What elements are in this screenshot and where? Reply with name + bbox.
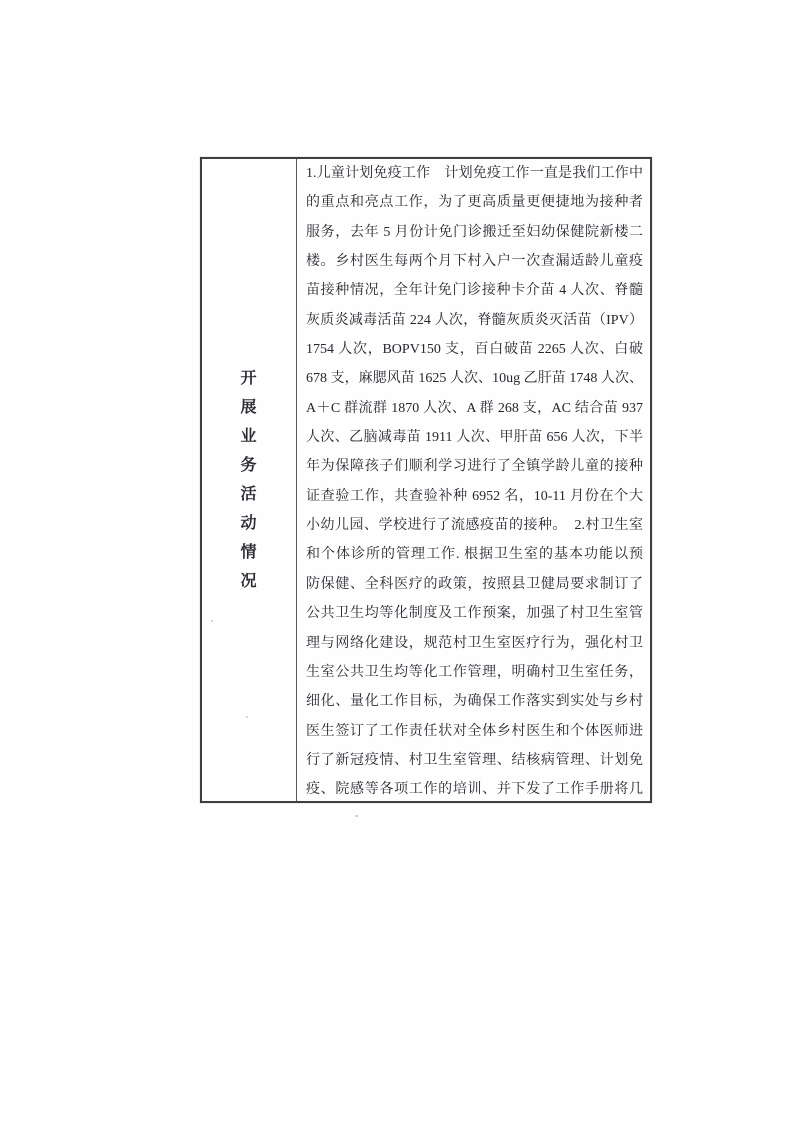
content-line: 1.儿童计划免疫工作 计划免疫工作一直是我们工作中 — [306, 166, 643, 181]
scan-speck — [246, 716, 248, 718]
row-label-char: 展 — [240, 398, 258, 416]
content-line: 年为保障孩子们顺利学习进行了全镇学龄儿童的接种 — [306, 459, 643, 475]
row-label-char: 情 — [240, 543, 258, 561]
scan-speck — [355, 815, 358, 817]
content-line: 细化、量化工作目标，为确保工作落实到实处与乡村 — [306, 694, 643, 710]
row-label-char: 活 — [240, 485, 258, 503]
business-activity-table — [200, 157, 652, 803]
content-line: 楼。乡村医生每两个月下村入户一次查漏适龄儿童疫 — [306, 254, 643, 270]
content-line: 疫、院感等各项工作的培训、并下发了工作手册将几 — [306, 782, 643, 798]
row-label-char: 动 — [240, 514, 258, 532]
content-cell — [297, 159, 650, 801]
content-line: 行了新冠疫情、村卫生室管理、结核病管理、计划免 — [306, 752, 643, 768]
row-label-char: 开 — [240, 369, 258, 387]
content-line: 678 支，麻腮风苗 1625 人次、10ug 乙肝苗 1748 人次、 — [306, 371, 643, 387]
row-label-cell — [202, 159, 297, 801]
content-line: 公共卫生均等化制度及工作预案，加强了村卫生室管 — [306, 606, 643, 622]
content-line: 医生签订了工作责任状对全体乡村医生和个体医师进 — [306, 723, 643, 739]
row-label-char: 务 — [240, 456, 258, 474]
content-line: 服务，去年 5 月份计免门诊搬迁至妇幼保健院新楼二 — [306, 224, 643, 240]
content-line: 小幼儿园、学校进行了流感疫苗的接种。 2.村卫生室 — [306, 518, 643, 534]
scan-speck — [211, 620, 213, 622]
content-line: 灰质炎减毒活苗 224 人次，脊髓灰质炎灭活苗（IPV） — [306, 312, 643, 328]
content-line: 苗接种情况，全年计免门诊接种卡介苗 4 人次、脊髓 — [306, 283, 643, 299]
row-label-char: 况 — [240, 572, 258, 590]
content-line: 理与网络化建设，规范村卫生室医疗行为，强化村卫 — [306, 635, 643, 651]
content-line: 证查验工作，共查验补种 6952 名，10-11 月份在个大 — [306, 488, 643, 504]
content-line: 生室公共卫生均等化工作管理，明确村卫生室任务， — [306, 664, 643, 680]
content-line: 1754 人次，BOPV150 支，百白破苗 2265 人次、白破 — [306, 342, 643, 358]
content-line: 和个体诊所的管理工作. 根据卫生室的基本功能以预 — [306, 547, 643, 563]
content-line: A＋C 群流群 1870 人次、A 群 268 支，AC 结合苗 937 — [306, 400, 643, 416]
content-line: 的重点和亮点工作，为了更高质量更便捷地为接种者 — [306, 195, 643, 211]
content-line: 人次、乙脑减毒苗 1911 人次、甲肝苗 656 人次，下半 — [306, 430, 643, 446]
row-label-char: 业 — [240, 427, 258, 445]
content-line: 防保健、全科医疗的政策，按照县卫健局要求制订了 — [306, 576, 643, 592]
